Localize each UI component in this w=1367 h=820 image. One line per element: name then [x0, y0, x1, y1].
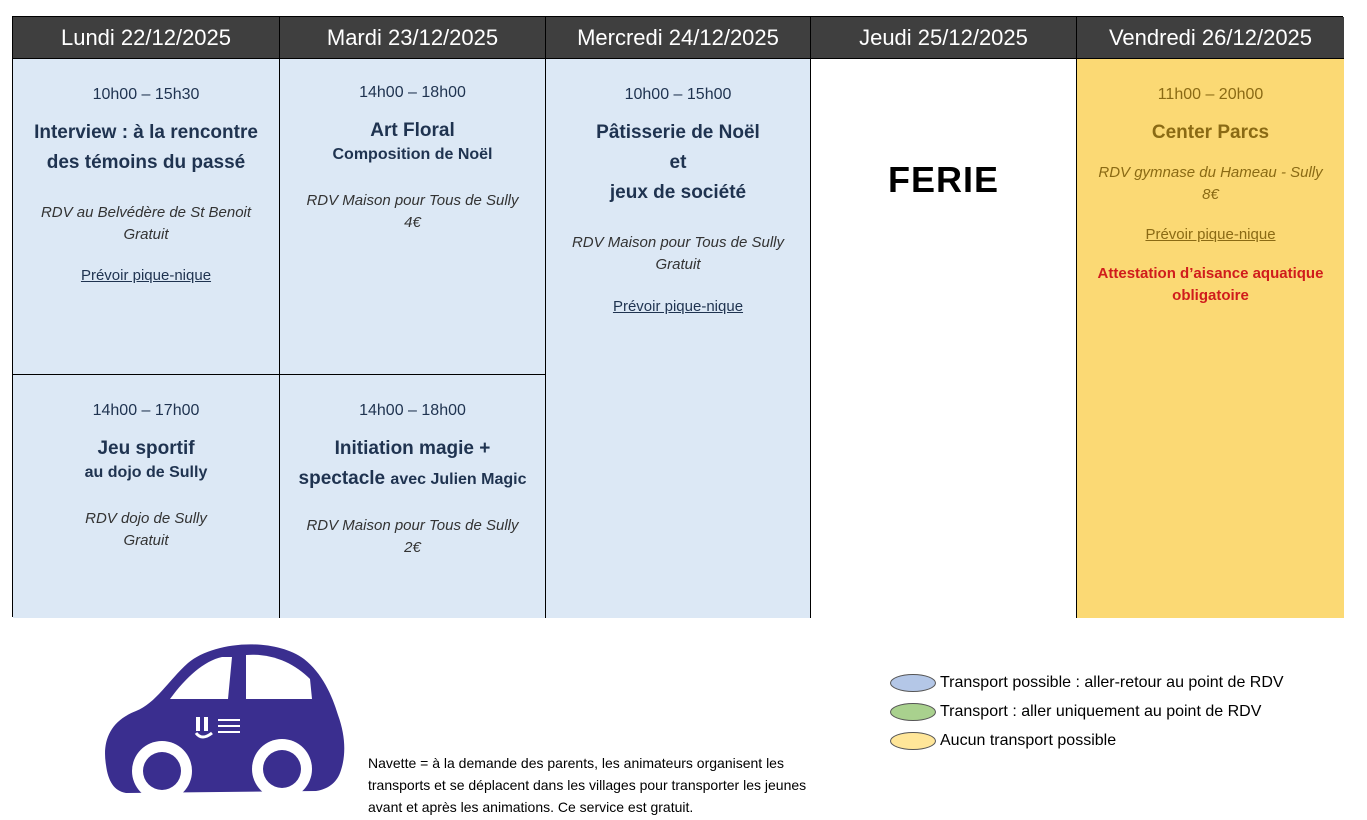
activity-cell-tuesday-2: [280, 375, 546, 618]
activity-note: Prévoir pique-nique: [80, 267, 212, 284]
yellow-oval-icon: [890, 732, 936, 750]
activity-title: et: [669, 152, 687, 173]
legend-label: Aucun transport possible: [940, 731, 1117, 749]
activity-price: Gratuit: [123, 226, 169, 243]
blue-oval-icon: [890, 674, 936, 692]
day-header-tuesday: Mardi 23/12/2025: [280, 17, 546, 59]
car-icon: [96, 633, 346, 803]
activity-title: spectacle: [298, 468, 386, 489]
activity-cell-monday-2: [13, 375, 280, 618]
activity-title: Art Floral: [370, 120, 455, 141]
activity-title: Jeu sportif: [97, 438, 195, 459]
activity-price: 2€: [404, 539, 421, 556]
activity-title: Pâtisserie de Noël: [596, 122, 760, 143]
day-header-wednesday: Mercredi 24/12/2025: [546, 17, 811, 59]
day-header-monday: Lundi 22/12/2025: [13, 17, 280, 59]
navette-text: avant et après les animations. Ce service est gratuit.: [368, 799, 694, 815]
activity-meeting-point: RDV au Belvédère de St Benoit: [40, 204, 252, 221]
activity-meeting-point: RDV Maison pour Tous de Sully: [571, 234, 785, 251]
activity-note: Prévoir pique-nique: [612, 298, 744, 315]
navette-text: transports et se déplacent dans les villages pour transporter les jeunes: [368, 777, 807, 793]
activity-price: Gratuit: [655, 256, 701, 273]
legend-item: [890, 668, 1284, 697]
activity-title-line: [290, 464, 535, 495]
activity-title: Center Parcs: [1151, 122, 1270, 143]
activity-title: Interview : à la rencontre: [34, 122, 258, 143]
activity-subtitle: Composition de Noël: [332, 146, 493, 163]
activity-title: Initiation magie +: [334, 438, 491, 459]
transport-legend: [890, 668, 1284, 755]
activity-price: Gratuit: [123, 532, 169, 549]
activity-warning: Attestation d’aisance aquatique: [1097, 265, 1324, 282]
legend-item: [890, 697, 1284, 726]
activity-price: 4€: [404, 214, 421, 231]
activity-warning: obligatoire: [1172, 287, 1249, 304]
activity-time: 10h00 – 15h00: [624, 86, 732, 103]
activity-cell-monday-1: [13, 59, 280, 375]
activity-subtitle: avec Julien Magic: [390, 471, 527, 488]
activity-meeting-point: RDV Maison pour Tous de Sully: [306, 192, 519, 209]
activity-title: jeux de société: [609, 182, 747, 203]
activity-time: 14h00 – 17h00: [92, 402, 200, 419]
green-oval-icon: [890, 703, 936, 721]
activity-note: Prévoir pique-nique: [1145, 226, 1276, 243]
holiday-cell-thursday: [811, 59, 1077, 618]
legend-label: Transport possible : aller-retour au point de RDV: [940, 673, 1284, 691]
day-header-friday: Vendredi 26/12/2025: [1077, 17, 1344, 59]
legend-item: [890, 726, 1284, 755]
activity-meeting-point: RDV gymnase du Hameau - Sully: [1098, 164, 1323, 181]
activity-time: 14h00 – 18h00: [359, 84, 466, 101]
activity-meeting-point: RDV Maison pour Tous de Sully: [306, 517, 519, 534]
activity-time: 11h00 – 20h00: [1157, 86, 1264, 103]
activity-subtitle: au dojo de Sully: [84, 464, 208, 481]
activity-price: 8€: [1202, 186, 1219, 203]
activity-cell-tuesday-1: [280, 59, 546, 375]
activity-cell-wednesday: [546, 59, 811, 618]
activity-title: des témoins du passé: [46, 152, 246, 173]
navette-description: [368, 752, 858, 818]
weekly-schedule-table: [12, 16, 1343, 617]
day-header-thursday: Jeudi 25/12/2025: [811, 17, 1077, 59]
legend-label: Transport : aller uniquement au point de RDV: [940, 702, 1262, 720]
activity-time: 14h00 – 18h00: [359, 402, 466, 419]
navette-text: Navette = à la demande des parents, les animateurs organisent les: [368, 755, 784, 771]
activity-cell-friday: [1077, 59, 1344, 618]
holiday-label: FERIE: [887, 159, 999, 200]
activity-meeting-point: RDV dojo de Sully: [85, 510, 207, 527]
activity-time: 10h00 – 15h30: [92, 86, 200, 103]
